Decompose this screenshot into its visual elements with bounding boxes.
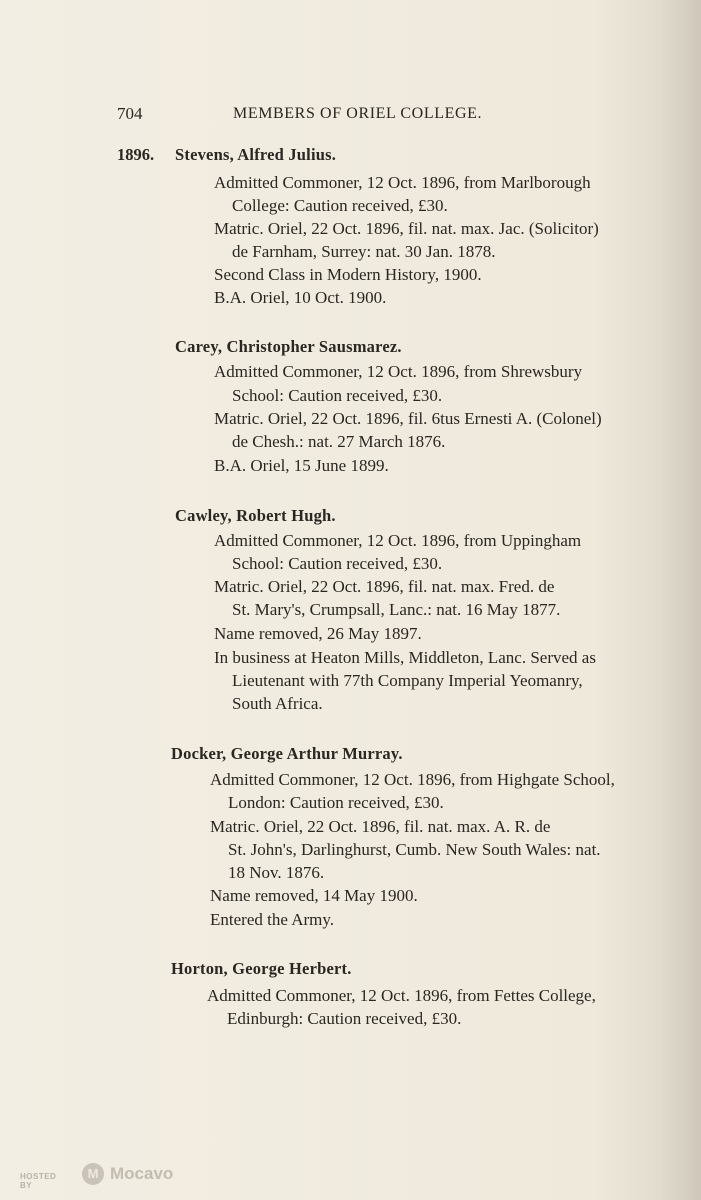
entry-line: Admitted Commoner, 12 Oct. 1896, from Highgate School, <box>210 770 615 789</box>
entry-line: de Chesh.: nat. 27 March 1876. <box>232 432 446 451</box>
entry-line: School: Caution received, £30. <box>232 554 443 573</box>
entry-line: Second Class in Modern History, 1900. <box>214 265 482 284</box>
entry-line: College: Caution received, £30. <box>232 196 448 215</box>
entry-line: Matric. Oriel, 22 Oct. 1896, fil. nat. max. Jac. (Solicitor) <box>214 219 599 238</box>
entry-line: Matric. Oriel, 22 Oct. 1896, fil. 6tus Ernesti A. (Colonel) <box>214 409 602 428</box>
member-name: Carey, Christopher Sausmarez. <box>175 337 402 356</box>
entry-line: London: Caution received, £30. <box>228 793 444 812</box>
entry-line: St. Mary's, Crumpsall, Lanc.: nat. 16 May 1877. <box>232 600 561 619</box>
entry-year: 1896. <box>117 145 155 164</box>
member-name: Stevens, Alfred Julius. <box>175 145 337 164</box>
entry-line: B.A. Oriel, 10 Oct. 1900. <box>214 288 387 307</box>
entry-line: B.A. Oriel, 15 June 1899. <box>214 456 389 475</box>
entry-line: Admitted Commoner, 12 Oct. 1896, from Uppingham <box>214 531 582 550</box>
entry-line: Name removed, 14 May 1900. <box>210 886 418 905</box>
entry-line: Admitted Commoner, 12 Oct. 1896, from Fettes College, <box>207 986 596 1005</box>
running-title: MEMBERS OF ORIEL COLLEGE. <box>233 105 483 122</box>
mocavo-logo-text: Mocavo <box>110 1164 174 1183</box>
entry-line: In business at Heaton Mills, Middleton, Lanc. Served as <box>214 648 596 667</box>
member-name: Cawley, Robert Hugh. <box>175 506 336 525</box>
mocavo-logo-icon: M <box>82 1163 104 1185</box>
entry-line: Admitted Commoner, 12 Oct. 1896, from Marlborough <box>214 173 591 192</box>
entry-line: Name removed, 26 May 1897. <box>214 624 422 643</box>
entry-line: School: Caution received, £30. <box>232 386 443 405</box>
hosted-by-label: HOSTED BY <box>20 1172 57 1190</box>
entry-line: Matric. Oriel, 22 Oct. 1896, fil. nat. max. Fred. de <box>214 577 555 596</box>
entry-line: St. John's, Darlinghurst, Cumb. New South Wales: nat. <box>228 840 601 859</box>
page-header <box>117 104 665 128</box>
entry-line: Lieutenant with 77th Company Imperial Yeomanry, <box>232 671 583 690</box>
member-name: Docker, George Arthur Murray. <box>171 744 403 763</box>
entry-line: Admitted Commoner, 12 Oct. 1896, from Shrewsbury <box>214 362 583 381</box>
member-name: Horton, George Herbert. <box>171 959 352 978</box>
entry-line: Edinburgh: Caution received, £30. <box>227 1009 462 1028</box>
entry-line: Matric. Oriel, 22 Oct. 1896, fil. nat. max. A. R. de <box>210 817 551 836</box>
entry-line: Entered the Army. <box>210 910 334 929</box>
entry-line: de Farnham, Surrey: nat. 30 Jan. 1878. <box>232 242 496 261</box>
entry-line: South Africa. <box>232 694 323 713</box>
page-number: 704 <box>117 104 143 123</box>
entry-line: 18 Nov. 1876. <box>228 863 325 882</box>
